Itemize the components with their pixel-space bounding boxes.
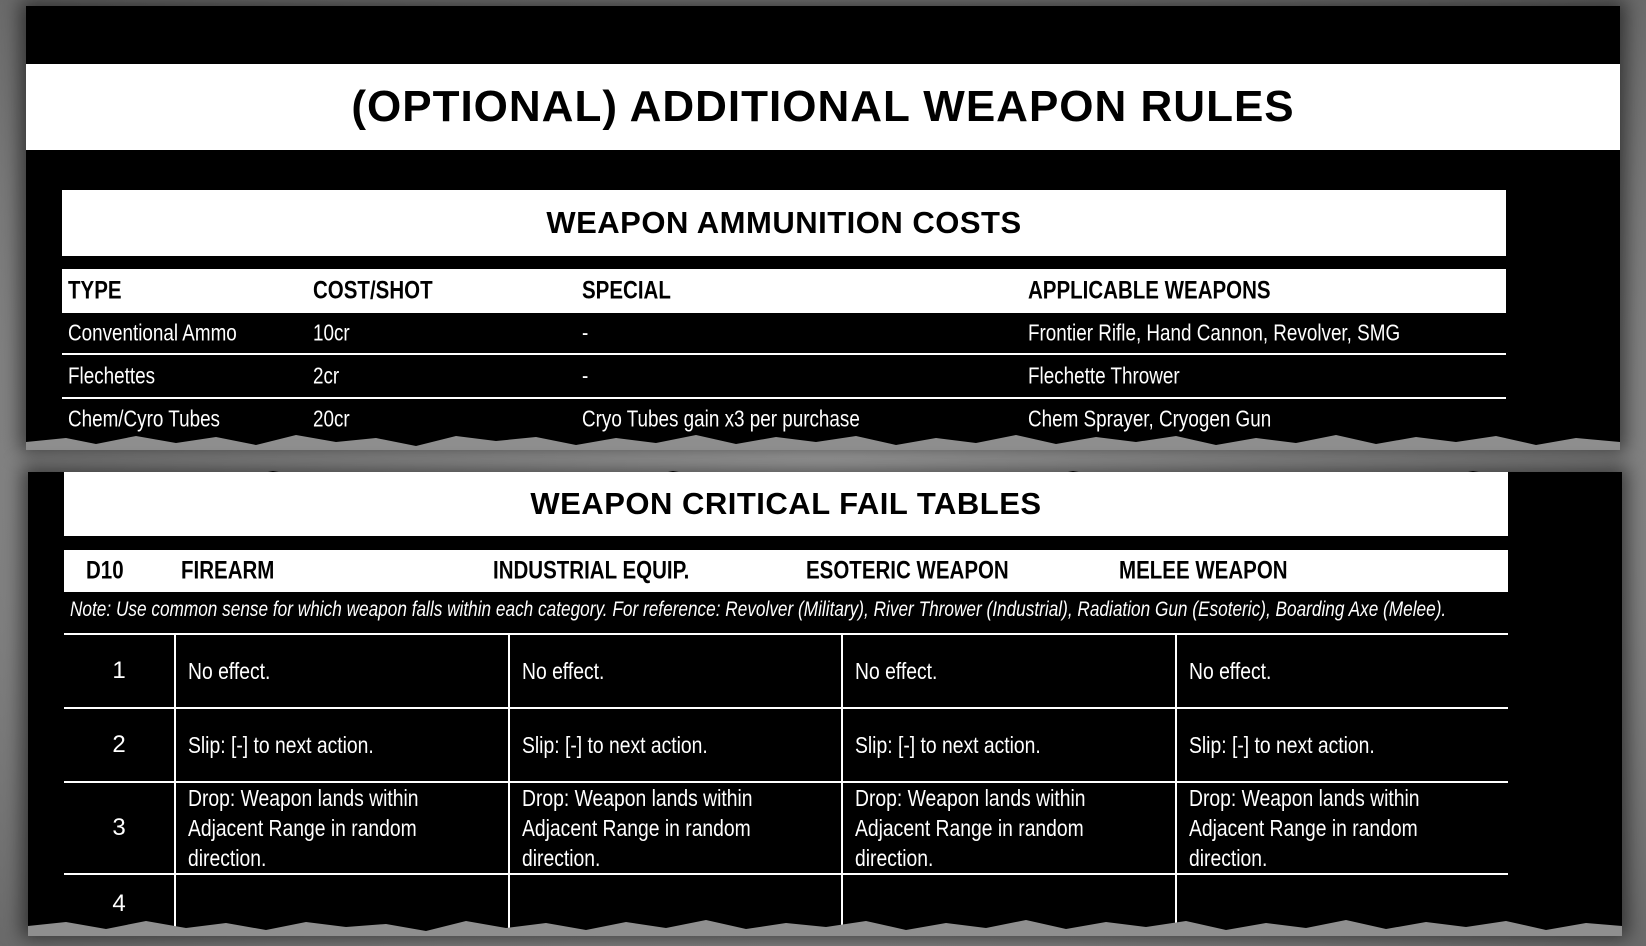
crit-note-text: Note: Use common sense for which weapon falls within each category. For reference: Revolver (Military), River Thrower (Industrial), Radiation Gun (Esoteric), Boarding Axe (Melee). bbox=[70, 598, 1447, 621]
crit-sheet bbox=[28, 472, 1622, 932]
ammo-sheet bbox=[26, 6, 1620, 446]
ammo-table-header bbox=[62, 269, 1506, 313]
cell-weapons: Flechette Thrower bbox=[1028, 362, 1180, 389]
cell-melee: No effect. bbox=[1176, 635, 1509, 708]
cell-type: Chem/Cyro Tubes bbox=[68, 405, 220, 432]
header-esoteric: ESOTERIC WEAPON bbox=[806, 556, 1009, 585]
page-title bbox=[26, 64, 1620, 150]
header-applicable-weapons: APPLICABLE WEAPONS bbox=[1028, 276, 1271, 305]
cell-industrial: Drop: Weapon lands within Adjacent Range in random direction. bbox=[509, 782, 843, 874]
cell-weapons: Chem Sprayer, Cryogen Gun bbox=[1028, 405, 1272, 432]
cell-melee: Slip: [-] to next action. bbox=[1176, 708, 1509, 782]
cell-cost: 20cr bbox=[313, 405, 350, 432]
header-d10: D10 bbox=[86, 556, 124, 585]
table-row bbox=[62, 355, 1506, 399]
table-row bbox=[64, 635, 1508, 708]
cell-type: Flechettes bbox=[68, 362, 156, 389]
header-firearm: FIREARM bbox=[181, 556, 275, 585]
header-melee: MELEE WEAPON bbox=[1119, 556, 1288, 585]
cell-esoteric: Slip: [-] to next action. bbox=[842, 708, 1176, 782]
crit-section-title bbox=[64, 472, 1508, 536]
cell-firearm: Drop: Weapon lands within Adjacent Range in random direction. bbox=[175, 782, 509, 874]
cell-firearm: Slip: [-] to next action. bbox=[175, 708, 509, 782]
crit-title-text: WEAPON CRITICAL FAIL TABLES bbox=[530, 486, 1042, 521]
cell-industrial: Slip: [-] to next action. bbox=[509, 708, 843, 782]
page-title-text: (OPTIONAL) ADDITIONAL WEAPON RULES bbox=[351, 82, 1295, 131]
cell-special: - bbox=[582, 362, 589, 389]
header-cost-shot: COST/SHOT bbox=[313, 276, 433, 305]
crit-table-header bbox=[64, 550, 1508, 592]
torn-edge bbox=[26, 428, 1620, 450]
table-row bbox=[64, 708, 1508, 782]
header-industrial: INDUSTRIAL EQUIP. bbox=[493, 556, 690, 585]
cell-special: - bbox=[582, 319, 589, 346]
cell-roll: 2 bbox=[64, 708, 175, 782]
cell-roll: 3 bbox=[64, 782, 175, 874]
table-row bbox=[62, 313, 1506, 355]
cell-industrial: No effect. bbox=[509, 635, 843, 708]
cell-melee: Drop: Weapon lands within Adjacent Range in random direction. bbox=[1176, 782, 1509, 874]
cell-type: Conventional Ammo bbox=[68, 319, 237, 346]
cell-special: Cryo Tubes gain x3 per purchase bbox=[582, 405, 860, 432]
torn-edge bbox=[28, 914, 1622, 936]
table-row bbox=[64, 782, 1508, 874]
ammo-title-text: WEAPON AMMUNITION COSTS bbox=[546, 205, 1022, 240]
cell-cost: 2cr bbox=[313, 362, 340, 389]
cell-cost: 10cr bbox=[313, 319, 350, 346]
cell-weapons: Frontier Rifle, Hand Cannon, Revolver, SMG bbox=[1028, 319, 1401, 346]
crit-note bbox=[70, 598, 1500, 628]
cell-roll: 4 bbox=[64, 874, 175, 934]
header-type: TYPE bbox=[68, 276, 122, 305]
cell-roll: 1 bbox=[64, 635, 175, 708]
cell-esoteric: Drop: Weapon lands within Adjacent Range in random direction. bbox=[842, 782, 1176, 874]
ammo-section-title bbox=[62, 190, 1506, 256]
cell-esoteric: No effect. bbox=[842, 635, 1176, 708]
cell-firearm: No effect. bbox=[175, 635, 509, 708]
crit-table bbox=[64, 635, 1508, 935]
header-special: SPECIAL bbox=[582, 276, 671, 305]
